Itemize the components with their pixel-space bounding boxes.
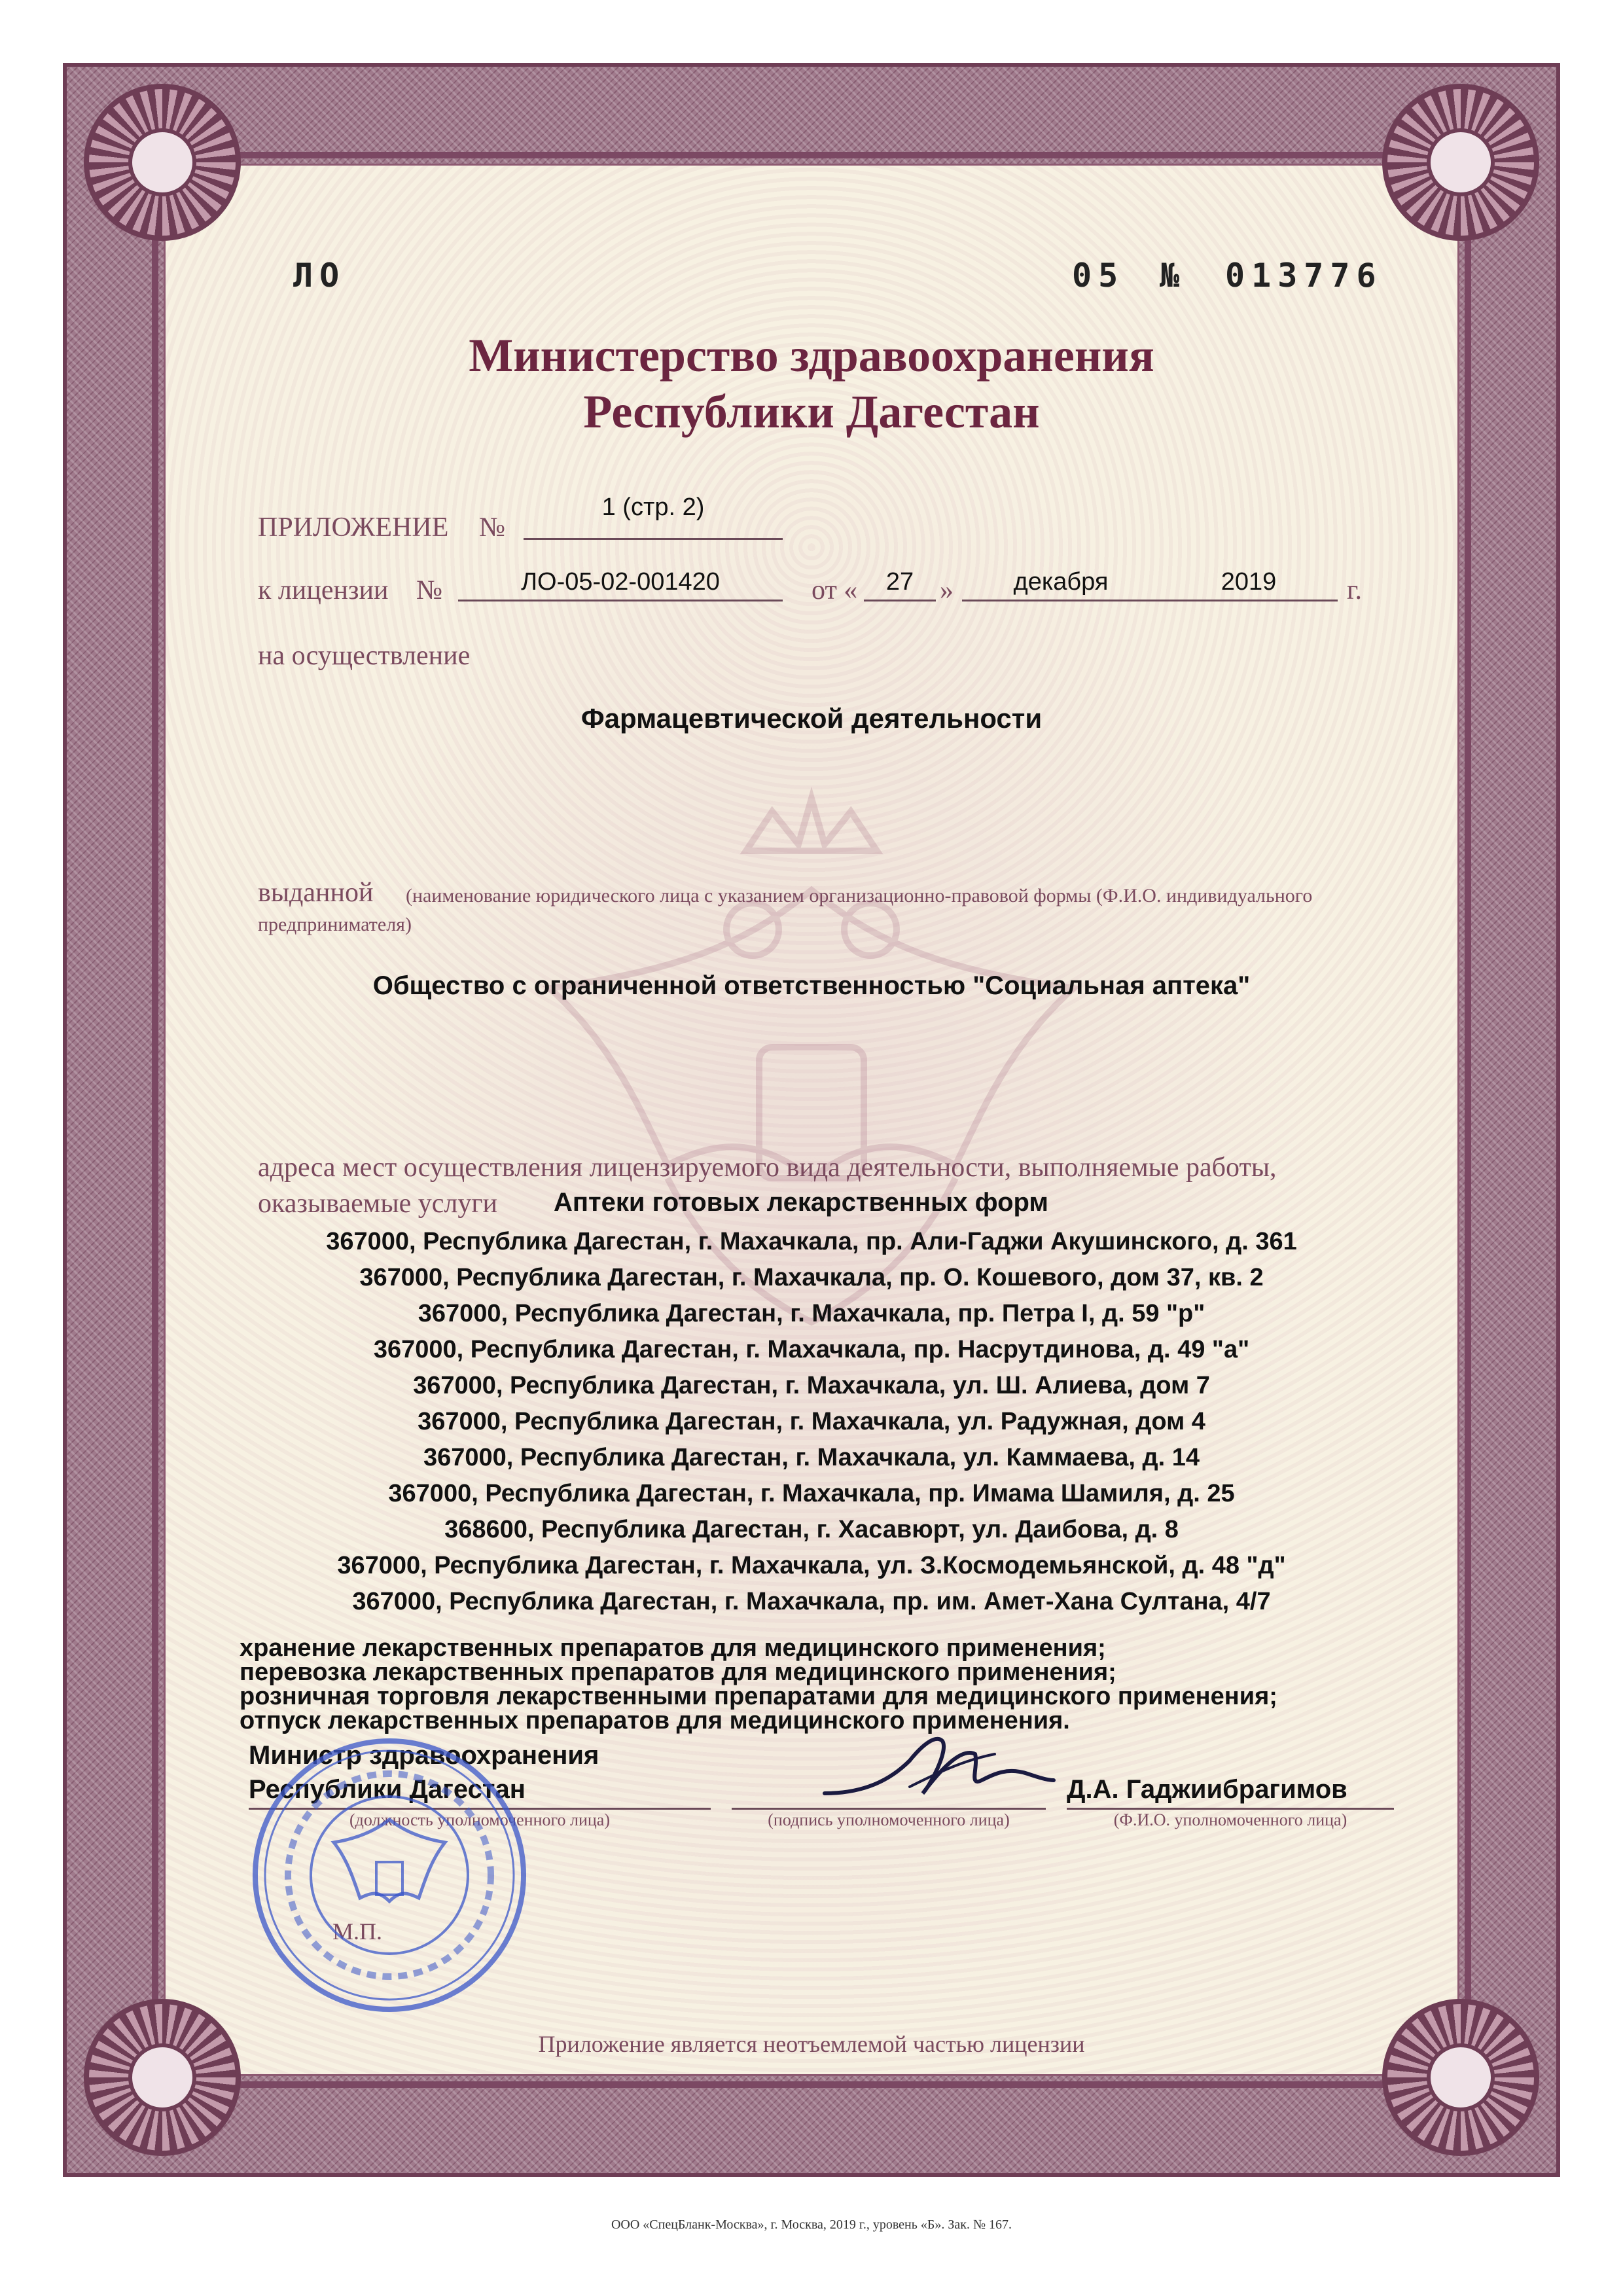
appendix-label: ПРИЛОЖЕНИЕ [258, 512, 449, 543]
places-label-line2: оказываемые услуги [258, 1189, 498, 1219]
issued-label: выданной [258, 878, 374, 908]
organization-name: Общество с ограниченной ответственностью "Социальная аптека" [372, 971, 1251, 1000]
handwritten-signature [812, 1715, 1060, 1813]
address-item: 367000, Республика Дагестан, г. Махачкала, пр. Али-Гаджи Акушинского, д. 361 [326, 1228, 1297, 1255]
name-caption: (Ф.И.О. уполномоченного лица) [1113, 1810, 1347, 1829]
position-caption: (должность уполномоченного лица) [349, 1810, 610, 1829]
signature-caption: (подпись уполномоченного лица) [768, 1810, 1010, 1829]
activity-type: Фармацевтической деятельности [580, 703, 1043, 734]
issued-note-line2: предпринимателя) [258, 914, 412, 935]
address-item: 368600, Республика Дагестан, г. Хасавюрт, ул. Даибова, д. 8 [444, 1516, 1179, 1543]
address-item: 367000, Республика Дагестан, г. Махачкала, ул. Каммаева, д. 14 [423, 1444, 1200, 1471]
places-label-line1: адреса мест осуществления лицензируемого вида деятельности, выполняемые работы, [258, 1153, 1277, 1183]
address-item: 367000, Республика Дагестан, г. Махачкала, ул. Радужная, дом 4 [418, 1408, 1205, 1435]
address-item: 367000, Республика Дагестан, г. Махачкала, пр. Петра I, д. 59 "р" [418, 1300, 1205, 1327]
address-item: 367000, Республика Дагестан, г. Махачкала, пр. Имама Шамиля, д. 25 [388, 1480, 1235, 1507]
form-number-sign: № [1160, 257, 1186, 295]
appendix-number-sign: № [479, 512, 506, 543]
form-number: 013776 [1225, 257, 1383, 295]
license-date-month: декабря [962, 568, 1160, 601]
work-item: перевозка лекарственных препаратов для медицинского применения; [240, 1659, 1116, 1686]
signature-underline [732, 1808, 1046, 1810]
work-item: отпуск лекарственных препаратов для медицинского применения. [240, 1707, 1070, 1734]
signatory-position-line1: Министр здравоохранения [249, 1741, 599, 1770]
address-item: 367000, Республика Дагестан, г. Махачкала, пр. Насрутдинова, д. 49 "а" [373, 1336, 1250, 1363]
license-number-sign: № [416, 575, 443, 605]
license-date-from: от « [812, 575, 858, 605]
seal-place-label: М.П. [332, 1918, 383, 1945]
form-series: ЛО [293, 257, 346, 295]
address-list [196, 1224, 1427, 1620]
address-item: 367000, Республика Дагестан, г. Махачкала, пр. им. Амет-Хана Султана, 4/7 [352, 1588, 1271, 1615]
printer-imprint: ООО «СпецБланк-Москва», г. Москва, 2019 г., уровень «Б». Зак. № 167. [611, 2217, 1012, 2232]
ministry-title-line1: Министерство здравоохранения [469, 329, 1154, 382]
appendix-footer-note: Приложение является неотъемлемой частью лицензии [538, 2031, 1085, 2057]
license-date-year-suffix: г. [1347, 575, 1362, 605]
address-item: 367000, Республика Дагестан, г. Махачкала, пр. О. Кошевого, дом 37, кв. 2 [359, 1264, 1264, 1291]
work-item: хранение лекарственных препаратов для медицинского применения; [240, 1634, 1106, 1662]
license-number: ЛО-05-02-001420 [458, 568, 783, 601]
license-date-day-close: » [940, 575, 954, 605]
work-item: розничная торговля лекарственными препаратами для медицинского применения; [240, 1683, 1277, 1710]
activity-label: на осуществление [258, 641, 471, 671]
license-date-year: 2019 [1160, 568, 1338, 601]
name-underline [1067, 1808, 1394, 1810]
corner-rosette-bottom-right [1382, 1999, 1539, 2156]
issued-note-line1: (наименование юридического лица с указанием организационно-правовой формы (Ф.И.О. индивидуального [406, 885, 1313, 906]
appendix-number: 1 (стр. 2) [524, 493, 783, 540]
license-date-day: 27 [864, 568, 936, 601]
corner-rosette-top-right [1382, 84, 1539, 241]
corner-rosette-top-left [84, 84, 241, 241]
facility-type: Аптеки готовых лекарственных форм [554, 1188, 1048, 1217]
corner-rosette-bottom-left [84, 1999, 241, 2156]
license-label: к лицензии [258, 575, 389, 605]
address-item: 367000, Республика Дагестан, г. Махачкала, ул. З.Космодемьянской, д. 48 "д" [337, 1552, 1286, 1579]
ministry-title-line2: Республики Дагестан [583, 386, 1040, 438]
official-seal-stamp [249, 1734, 530, 2016]
address-item: 367000, Республика Дагестан, г. Махачкала, ул. Ш. Алиева, дом 7 [413, 1372, 1210, 1399]
signatory-name: Д.А. Гаджиибрагимов [1067, 1775, 1347, 1804]
form-region-code: 05 [1072, 257, 1125, 295]
signatory-position-line2: Республики Дагестан [249, 1775, 526, 1804]
